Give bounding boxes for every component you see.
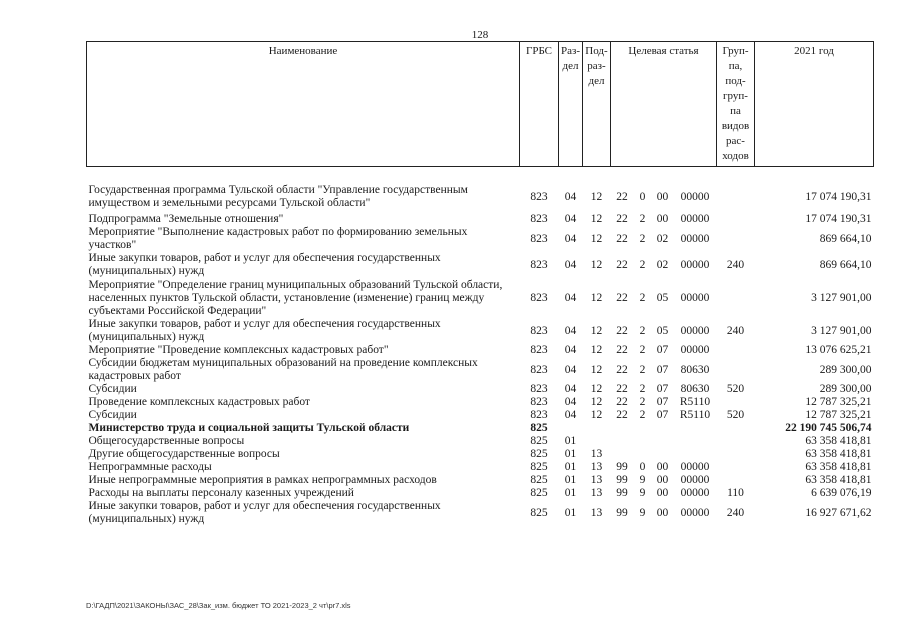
row-razdel: 04 [564, 324, 577, 337]
row-razdel: 01 [564, 435, 577, 447]
row-podrazdel: 13 [590, 474, 603, 486]
row-podrazdel: 12 [590, 324, 603, 337]
row-grbs: 823 [530, 291, 548, 304]
row-grbs: 823 [530, 383, 548, 395]
row-expense-type [717, 474, 755, 487]
row-target-direction: 00000 [680, 487, 710, 499]
row-razdel: 01 [564, 487, 577, 499]
header-target: Целевая статья [611, 42, 717, 167]
row-grbs: 823 [530, 344, 548, 356]
row-expense-type [717, 435, 755, 448]
table-row [87, 448, 874, 461]
row-expense-type: 240 [726, 258, 745, 271]
row-target-event: 07 [656, 409, 669, 421]
row-target-event: 07 [656, 344, 669, 356]
row-target-event: 00 [656, 461, 669, 473]
row-target-subprogram: 0 [639, 190, 646, 203]
row-amount: 16 927 671,62 [805, 506, 872, 519]
row-razdel [559, 422, 583, 435]
row-grbs: 823 [530, 363, 548, 376]
table-row [87, 500, 874, 526]
row-target-subprogram: 2 [639, 291, 646, 304]
row-podrazdel: 12 [590, 213, 603, 225]
row-razdel: 04 [564, 258, 577, 271]
row-podrazdel: 12 [590, 383, 603, 395]
row-expense-type [717, 278, 755, 318]
table-row [87, 383, 874, 396]
row-target-program: 22 [616, 344, 628, 356]
row-target-event [652, 448, 674, 461]
row-target-subprogram: 2 [639, 258, 646, 271]
row-target-subprogram: 2 [639, 396, 646, 408]
row-name: Мероприятие "Определение границ муниципальных образований Тульской области, населенных пунктов Тульской области, установление (изменение) границ между субъектами Российской Федерации" [88, 278, 503, 317]
row-target-direction [674, 435, 717, 448]
row-grbs: 823 [530, 409, 548, 421]
table-row [87, 422, 874, 435]
row-expense-type [717, 448, 755, 461]
footer-file-path: D:\ГАДП\2021\ЗАКОНЫ\ЗАС_28\Зак_изм. бюджет ТО 2021-2023_2 чт\pr7.xls [86, 601, 351, 610]
row-target-event: 07 [656, 396, 669, 408]
row-name: Министерство труда и социальной защиты Тульской области [88, 422, 410, 434]
row-podrazdel: 12 [590, 258, 603, 271]
row-target-direction: 80630 [680, 363, 710, 376]
row-amount: 17 074 190,31 [805, 190, 872, 203]
row-grbs: 825 [530, 448, 548, 460]
row-target-program: 22 [616, 396, 628, 408]
row-target-program [611, 448, 634, 461]
row-podrazdel: 13 [590, 506, 603, 519]
row-target-subprogram: 0 [639, 461, 646, 473]
row-amount: 22 190 745 506,74 [785, 422, 872, 434]
row-target-direction: R5110 [679, 396, 711, 408]
row-razdel: 01 [564, 461, 577, 473]
row-name: Иные закупки товаров, работ и услуг для обеспечения государственных (муниципальных) нужд [88, 318, 441, 343]
row-amount: 12 787 325,21 [805, 409, 872, 421]
row-expense-type: 240 [726, 506, 745, 519]
row-target-event: 00 [656, 506, 669, 519]
row-grbs: 825 [530, 506, 548, 519]
row-amount: 17 074 190,31 [805, 213, 872, 225]
header-year: 2021 год [755, 42, 874, 167]
row-target-program: 22 [616, 383, 628, 395]
row-grbs: 823 [530, 324, 548, 337]
row-target-program: 22 [616, 291, 628, 304]
row-razdel: 01 [564, 448, 577, 460]
row-grbs: 825 [530, 487, 548, 499]
row-target-subprogram: 9 [639, 506, 646, 519]
table-body [87, 167, 874, 527]
row-expense-type: 240 [726, 324, 745, 337]
row-razdel: 04 [564, 409, 577, 421]
row-razdel: 01 [564, 506, 577, 519]
row-amount: 63 358 418,81 [805, 474, 872, 486]
row-target-subprogram: 2 [639, 324, 646, 337]
row-podrazdel: 12 [590, 190, 603, 203]
row-name: Другие общегосударственные вопросы [88, 448, 280, 460]
table-row [87, 318, 874, 344]
row-razdel: 04 [564, 213, 577, 225]
row-name: Расходы на выплаты персоналу казенных учреждений [88, 487, 354, 499]
table-row [87, 409, 874, 422]
header-grbs: ГРБС [520, 42, 559, 167]
row-target-program: 99 [616, 461, 628, 473]
row-target-direction: 00000 [680, 474, 710, 486]
row-target-direction [674, 448, 717, 461]
row-expense-type [717, 396, 755, 409]
budget-table [86, 41, 874, 526]
row-target-event: 07 [656, 383, 669, 395]
row-target-event: 00 [656, 487, 669, 499]
table-row [87, 213, 874, 226]
row-target-event: 05 [656, 291, 669, 304]
row-target-direction [674, 422, 717, 435]
row-amount: 63 358 418,81 [805, 461, 872, 473]
row-target-subprogram: 2 [639, 363, 646, 376]
row-target-subprogram: 2 [639, 232, 646, 245]
header-group: Груп- па, под- груп- па видов рас- ходов [717, 42, 755, 167]
row-target-program: 99 [616, 487, 628, 499]
row-amount: 869 664,10 [819, 232, 872, 245]
row-amount: 289 300,00 [819, 383, 872, 395]
row-name: Непрограммные расходы [88, 461, 212, 473]
header-podrazdel: Под- раз- дел [583, 42, 611, 167]
row-target-event: 02 [656, 258, 669, 271]
row-name: Иные закупки товаров, работ и услуг для обеспечения государственных (муниципальных) нужд [88, 252, 441, 277]
row-razdel: 04 [564, 383, 577, 395]
row-grbs: 823 [530, 213, 548, 225]
table-row [87, 474, 874, 487]
row-razdel: 04 [564, 363, 577, 376]
row-target-subprogram [634, 435, 652, 448]
row-podrazdel: 12 [590, 363, 603, 376]
row-target-program: 22 [616, 213, 628, 225]
row-podrazdel: 12 [590, 396, 603, 408]
row-podrazdel [583, 435, 611, 448]
row-name: Субсидии [88, 409, 137, 421]
row-target-program: 22 [616, 324, 628, 337]
row-razdel: 04 [564, 291, 577, 304]
row-podrazdel: 12 [590, 291, 603, 304]
row-razdel: 01 [564, 474, 577, 486]
row-name: Субсидии бюджетам муниципальных образований на проведение комплексных кадастровых работ [88, 357, 478, 382]
row-amount: 6 639 076,19 [811, 487, 872, 499]
row-target-event: 05 [656, 324, 669, 337]
row-target-subprogram: 2 [639, 213, 646, 225]
row-razdel: 04 [564, 344, 577, 356]
row-target-direction: 80630 [680, 383, 710, 395]
table-row [87, 344, 874, 357]
table-row [87, 396, 874, 409]
row-amount: 13 076 625,21 [805, 344, 872, 356]
row-target-program: 99 [616, 474, 628, 486]
row-name: Подпрограмма "Земельные отношения" [88, 213, 284, 225]
row-podrazdel: 12 [590, 409, 603, 421]
row-grbs: 825 [530, 422, 548, 434]
row-target-direction: 00000 [680, 461, 710, 473]
row-target-direction: 00000 [680, 258, 710, 271]
row-podrazdel: 12 [590, 232, 603, 245]
row-expense-type [717, 461, 755, 474]
row-target-program [611, 435, 634, 448]
row-target-event: 00 [656, 213, 669, 225]
row-target-event: 07 [656, 363, 669, 376]
row-target-program: 22 [616, 232, 628, 245]
row-grbs: 823 [530, 232, 548, 245]
row-expense-type [717, 422, 755, 435]
row-name: Проведение комплексных кадастровых работ [88, 396, 310, 408]
row-name: Мероприятие "Проведение комплексных кадастровых работ" [88, 344, 389, 356]
row-amount: 12 787 325,21 [805, 396, 872, 408]
row-amount: 63 358 418,81 [805, 448, 872, 460]
row-target-direction: 00000 [680, 232, 710, 245]
row-target-event [652, 435, 674, 448]
row-expense-type [717, 226, 755, 252]
row-target-subprogram [634, 422, 652, 435]
row-target-subprogram: 2 [639, 383, 646, 395]
row-name: Иные непрограммные мероприятия в рамках непрограммных расходов [88, 474, 437, 486]
row-grbs: 823 [530, 190, 548, 203]
table-row [87, 487, 874, 500]
row-target-direction: 00000 [680, 324, 710, 337]
row-grbs: 823 [530, 258, 548, 271]
row-expense-type [717, 357, 755, 383]
row-target-subprogram: 2 [639, 344, 646, 356]
row-amount: 289 300,00 [819, 363, 872, 376]
row-target-event: 00 [656, 474, 669, 486]
table-row [87, 461, 874, 474]
row-target-subprogram: 2 [639, 409, 646, 421]
table-row [87, 357, 874, 383]
row-target-program: 99 [616, 506, 628, 519]
row-podrazdel: 13 [590, 448, 603, 460]
header-razdel: Раз- дел [559, 42, 583, 167]
row-grbs: 825 [530, 461, 548, 473]
row-target-direction: 00000 [680, 344, 710, 356]
row-target-event: 02 [656, 232, 669, 245]
row-name: Общегосударственные вопросы [88, 435, 245, 447]
row-razdel: 04 [564, 232, 577, 245]
row-amount: 869 664,10 [819, 258, 872, 271]
header-name: Наименование [87, 42, 520, 167]
row-expense-type [717, 181, 755, 213]
row-target-direction: 00000 [680, 190, 710, 203]
row-amount: 3 127 901,00 [811, 324, 872, 337]
row-name: Субсидии [88, 383, 137, 395]
table-row [87, 226, 874, 252]
row-target-direction: R5110 [679, 409, 711, 421]
row-target-subprogram: 9 [639, 487, 646, 499]
row-podrazdel [583, 422, 611, 435]
row-target-event [652, 422, 674, 435]
row-target-event: 00 [656, 190, 669, 203]
row-name: Государственная программа Тульской области "Управление государственным имуществом и земельными ресурсами Тульской области" [88, 184, 468, 209]
table-row [87, 252, 874, 278]
page-number: 128 [471, 29, 489, 41]
row-target-program: 22 [616, 190, 628, 203]
row-grbs: 825 [530, 474, 548, 486]
row-expense-type: 520 [726, 383, 745, 395]
row-name: Мероприятие "Выполнение кадастровых работ по формированию земельных участков" [88, 226, 468, 251]
row-expense-type: 520 [726, 409, 745, 421]
row-target-subprogram [634, 448, 652, 461]
table-row [87, 278, 874, 318]
row-expense-type [717, 344, 755, 357]
table-row [87, 435, 874, 448]
row-podrazdel: 13 [590, 487, 603, 499]
row-target-subprogram: 9 [639, 474, 646, 486]
row-expense-type [717, 213, 755, 226]
row-target-direction: 00000 [680, 506, 710, 519]
row-podrazdel: 12 [590, 344, 603, 356]
row-grbs: 823 [530, 396, 548, 408]
table-row [87, 181, 874, 213]
row-podrazdel: 13 [590, 461, 603, 473]
row-target-program: 22 [616, 363, 628, 376]
row-grbs: 825 [530, 435, 548, 447]
row-expense-type: 110 [727, 487, 744, 499]
row-razdel: 04 [564, 190, 577, 203]
row-amount: 3 127 901,00 [811, 291, 872, 304]
row-target-direction: 00000 [680, 213, 710, 225]
row-target-program: 22 [616, 258, 628, 271]
row-target-program: 22 [616, 409, 628, 421]
row-amount: 63 358 418,81 [805, 435, 872, 447]
row-name: Иные закупки товаров, работ и услуг для обеспечения государственных (муниципальных) нужд [88, 500, 441, 525]
row-target-program [611, 422, 634, 435]
row-razdel: 04 [564, 396, 577, 408]
table-header-row [87, 42, 874, 167]
row-target-direction: 00000 [680, 291, 710, 304]
